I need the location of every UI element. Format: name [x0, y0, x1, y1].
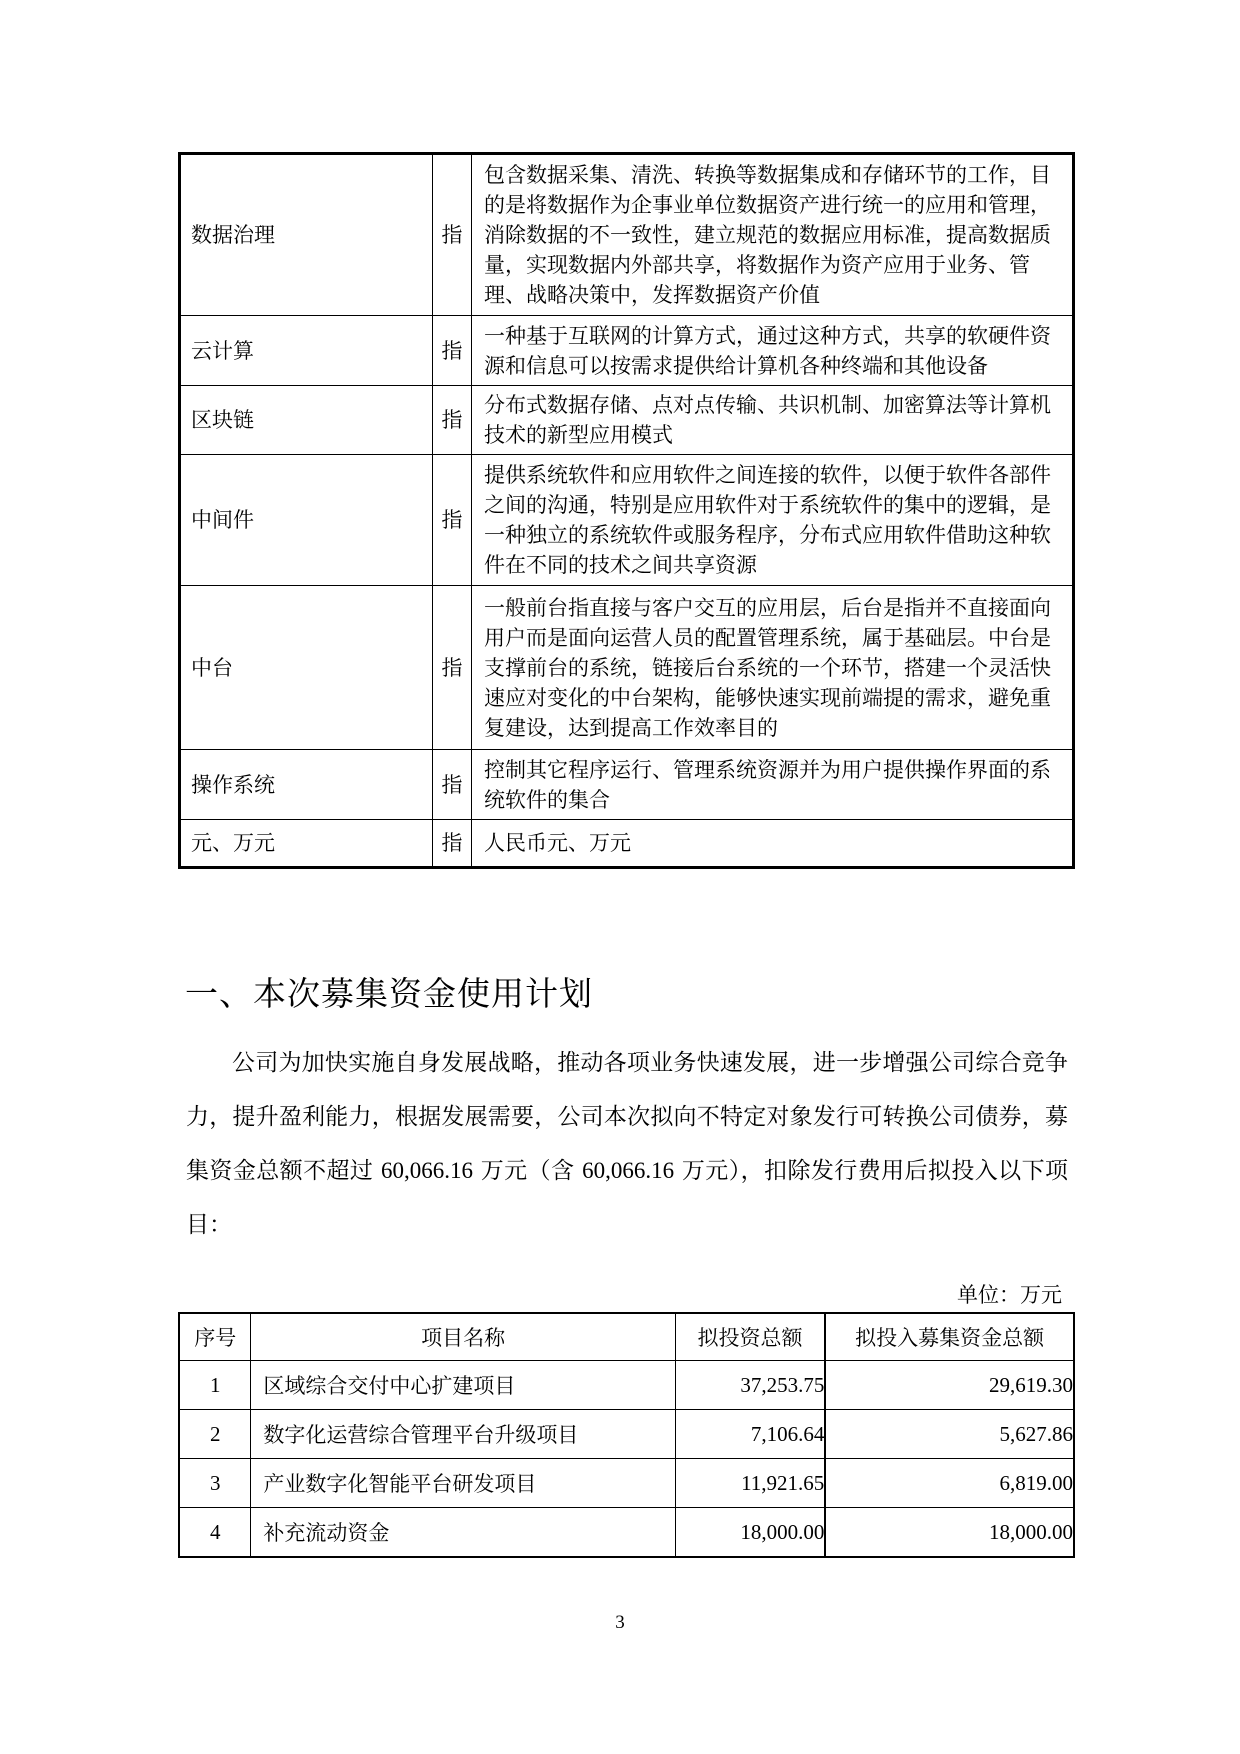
row-no: 2: [179, 1410, 251, 1459]
table-row: [179, 1361, 1074, 1410]
definition-row: [180, 316, 1074, 386]
paragraph-text: 公司为加快实施自身发展战略，推动各项业务快速发展，进一步增强公司综合竞争力，提升盈利能力，根据发展需要，公司本次拟向不特定对象发行可转换公司债券，募集资金总额不超过: [186, 1050, 1068, 1184]
definition-row: [180, 586, 1074, 750]
definition-marker: 指: [433, 455, 472, 586]
definition-marker: 指: [433, 750, 472, 820]
row-raise: 5,627.86: [825, 1410, 1074, 1459]
paragraph-text: 万元），扣除发行费用后拟投入以下项目：: [186, 1158, 1069, 1238]
definition-marker: 指: [433, 820, 472, 868]
header-raise: 拟投入募集资金总额: [825, 1313, 1074, 1361]
raise-amount: 60,066.16: [381, 1158, 474, 1183]
table-row: [179, 1410, 1074, 1459]
fund-usage-table: [178, 1312, 1075, 1558]
row-total: 7,106.64: [675, 1410, 825, 1459]
definition-row: [180, 455, 1074, 586]
row-name: 产业数字化智能平台研发项目: [251, 1459, 675, 1508]
section-title: 一、本次募集资金使用计划: [185, 974, 593, 1013]
definition-row: [180, 386, 1074, 455]
definition-term: 中间件: [180, 455, 433, 586]
definition-text: 分布式数据存储、点对点传输、共识机制、加密算法等计算机技术的新型应用模式: [472, 386, 1074, 455]
definition-row: [180, 820, 1074, 868]
definition-text: 提供系统软件和应用软件之间连接的软件，以便于软件各部件之间的沟通，特别是应用软件对于系统软件的集中的逻辑，是一种独立的系统软件或服务程序，分布式应用软件借助这种软件在不同的技术之间共享资源: [472, 455, 1074, 586]
row-raise: 18,000.00: [825, 1508, 1074, 1558]
page-number: 3: [615, 1612, 625, 1633]
header-name: 项目名称: [251, 1313, 675, 1361]
table-row: [179, 1459, 1074, 1508]
row-name: 补充流动资金: [251, 1508, 675, 1558]
definition-marker: 指: [433, 316, 472, 386]
row-total: 37,253.75: [675, 1361, 825, 1410]
row-no: 3: [179, 1459, 251, 1508]
row-raise: 29,619.30: [825, 1361, 1074, 1410]
definition-text: 人民币元、万元: [472, 820, 1074, 868]
row-name: 数字化运营综合管理平台升级项目: [251, 1410, 675, 1459]
row-total: 11,921.65: [675, 1459, 825, 1508]
section-paragraph: [186, 1036, 1068, 1252]
row-no: 4: [179, 1508, 251, 1558]
definition-text: 一种基于互联网的计算方式，通过这种方式，共享的软硬件资源和信息可以按需求提供给计算机各种终端和其他设备: [472, 316, 1074, 386]
row-name: 区域综合交付中心扩建项目: [251, 1361, 675, 1410]
definition-row: [180, 154, 1074, 316]
paragraph-text: 万元（含: [473, 1158, 583, 1184]
definition-term: 元、万元: [180, 820, 433, 868]
unit-label: 单位：万元: [957, 1283, 1062, 1307]
definition-term: 云计算: [180, 316, 433, 386]
definition-term: 中台: [180, 586, 433, 750]
table-header-row: [179, 1313, 1074, 1361]
definition-marker: 指: [433, 154, 472, 316]
definition-text: 一般前台指直接与客户交互的应用层，后台是指并不直接面向用户而是面向运营人员的配置管理系统，属于基础层。中台是支撑前台的系统，链接后台系统的一个环节，搭建一个灵活快速应对变化的中台架构，能够快速实现前端提的需求，避免重复建设，达到提高工作效率目的: [472, 586, 1074, 750]
definitions-table: [178, 152, 1075, 869]
definition-marker: 指: [433, 386, 472, 455]
definition-term: 数据治理: [180, 154, 433, 316]
row-no: 1: [179, 1361, 251, 1410]
table-row: [179, 1508, 1074, 1558]
raise-amount: 60,066.16: [582, 1158, 675, 1183]
definition-marker: 指: [433, 586, 472, 750]
definition-term: 操作系统: [180, 750, 433, 820]
definition-text: 控制其它程序运行、管理系统资源并为用户提供操作界面的系统软件的集合: [472, 750, 1074, 820]
definition-text: 包含数据采集、清洗、转换等数据集成和存储环节的工作，目的是将数据作为企事业单位数据资产进行统一的应用和管理，消除数据的不一致性，建立规范的数据应用标准，提高数据质量，实现数据内外部共享，将数据作为资产应用于业务、管理、战略决策中，发挥数据资产价值: [472, 154, 1074, 316]
header-no: 序号: [179, 1313, 251, 1361]
row-total: 18,000.00: [675, 1508, 825, 1558]
header-total: 拟投资总额: [675, 1313, 825, 1361]
definition-row: [180, 750, 1074, 820]
definition-term: 区块链: [180, 386, 433, 455]
row-raise: 6,819.00: [825, 1459, 1074, 1508]
